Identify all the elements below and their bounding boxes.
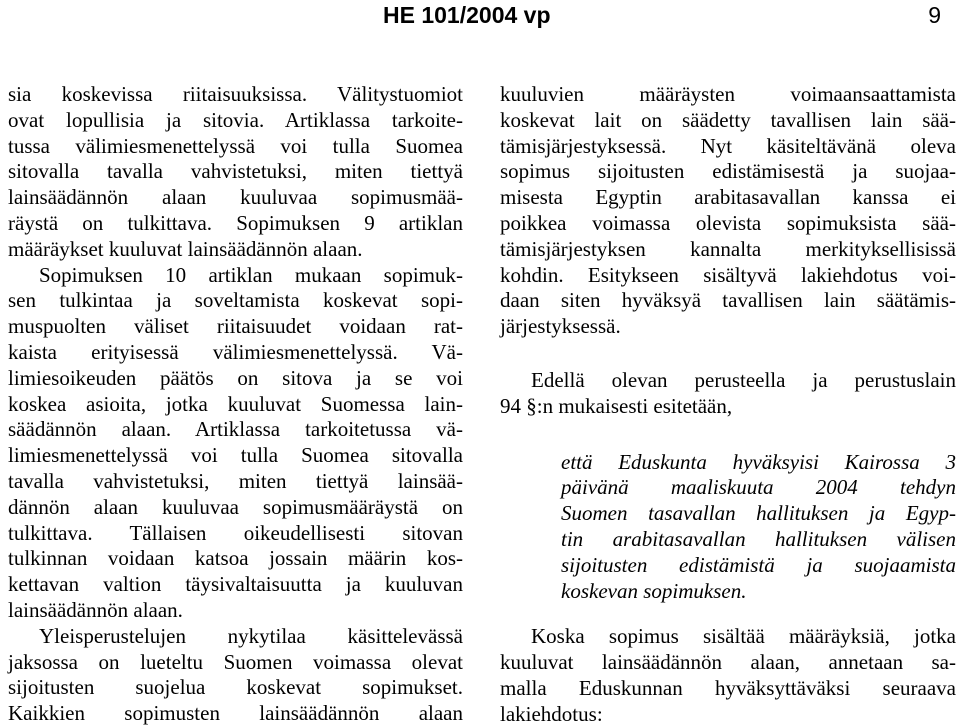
text-line: Sopimuksen 10 artiklan mukaan sopimuk- <box>39 262 463 287</box>
text-line: sen tulkintaa ja soveltamista koskevat sopi- <box>8 288 463 313</box>
text-line: sijoitusten suojelua koskevat sopimukset. <box>8 675 463 700</box>
proposal-block <box>500 450 956 605</box>
text-line: koskevan sopimuksen. <box>561 578 747 603</box>
text-line: Suomen tasavallan hallituksen ja Egyp- <box>561 501 956 526</box>
text-line: jaksossa on lueteltu Suomen voimassa olevat <box>8 649 463 674</box>
text-line: kettavan valtion täysivaltaisuutta ja kuuluvan <box>8 572 463 597</box>
text-line: tavalla vahvistetuksi, miten tiettyä lainsää- <box>8 468 463 493</box>
paragraph-spacer <box>500 420 956 450</box>
text-line: koskea asioita, jotka kuuluvat Suomessa lain- <box>8 391 463 416</box>
paragraph-spacer <box>500 604 956 624</box>
text-line: tämisjärjestyksessä. Nyt käsiteltävänä oleva <box>500 133 956 158</box>
text-line: tussa välimiesmenettelyssä voi tulla Suomea <box>8 133 463 158</box>
text-line: kaista erityisessä välimiesmenettelyssä. Vä- <box>8 339 463 364</box>
text-line: tulkittava. Tällaisen oikeudellisesti sitovan <box>8 520 463 545</box>
text-line: ovat lopullisia ja sitovia. Artiklassa tarkoite- <box>8 107 463 132</box>
paragraph-spacer <box>500 340 956 368</box>
paragraph <box>500 82 956 340</box>
text-line: daan siten hyväksyä tavallisen lain säätämis- <box>500 288 956 313</box>
text-line: sitovalla tavalla vahvistetuksi, miten tiettyä <box>8 159 463 184</box>
page-number: 9 <box>928 2 941 28</box>
page-header <box>0 0 960 40</box>
text-line: lainsäädännön alaan kuuluvaa sopimusmää- <box>8 185 463 210</box>
paragraph <box>8 624 463 727</box>
text-line: dännön alaan kuuluvaa sopimusmääräystä on <box>8 494 463 519</box>
text-line: tämisjärjestyksen kannalta merkityksellisissä <box>500 236 956 261</box>
paragraph <box>500 624 956 727</box>
text-line: järjestyksessä. <box>500 314 621 339</box>
text-line: limiesmenettelyssä voi tulla Suomea sitovalla <box>8 443 463 468</box>
text-line: räystä on tulkittava. Sopimuksen 9 artiklan <box>8 210 463 235</box>
left-column <box>8 82 463 727</box>
text-line: päivänä maaliskuuta 2004 tehdyn <box>561 475 956 500</box>
text-line: Edellä olevan perusteella ja perustuslain <box>531 367 956 392</box>
text-line: säädännön alaan. Artiklassa tarkoitetussa vä- <box>8 417 463 442</box>
text-line: sopimus sijoitusten edistämisestä ja suojaa- <box>500 159 956 184</box>
text-line: poikkea voimassa olevista sopimuksista sää- <box>500 210 956 235</box>
text-line: tulkinnan voidaan katsoa jossain määrin kos- <box>8 546 463 571</box>
paragraph <box>500 368 956 420</box>
text-line: malla Eduskunnan hyväksyttäväksi seuraava <box>500 675 956 700</box>
text-line: sia koskevissa riitaisuuksissa. Välitystuomiot <box>8 82 463 106</box>
text-line: 94 §:n mukaisesti esitetään, <box>500 393 733 418</box>
document-title: HE 101/2004 vp <box>383 2 551 28</box>
text-line: lainsäädännön alaan. <box>8 597 183 622</box>
text-line: lakiehdotus: <box>500 701 603 726</box>
text-line: sijoitusten edistämistä ja suojaamista <box>561 552 956 577</box>
text-line: Koska sopimus sisältää määräyksiä, jotka <box>531 624 956 649</box>
text-line: limiesoikeuden päätös on sitova ja se voi <box>8 365 463 390</box>
text-line: tin arabitasavallan hallituksen välisen <box>561 526 956 551</box>
text-line: muspuolten väliset riitaisuudet voidaan rat- <box>8 314 463 339</box>
text-line: kohdin. Esitykseen sisältyvä lakiehdotus voi- <box>500 262 956 287</box>
paragraph <box>8 82 463 624</box>
text-line: määräykset kuuluvat lainsäädännön alaan. <box>8 236 363 261</box>
text-line: kuuluvien määräysten voimaansaattamista <box>500 82 956 106</box>
text-line: että Eduskunta hyväksyisi Kairossa 3 <box>561 449 956 474</box>
text-line: kuuluvat lainsäädännön alaan, annetaan sa- <box>500 650 956 675</box>
right-column <box>500 82 956 728</box>
text-line: Yleisperustelujen nykytilaa käsittelevässä <box>39 623 463 648</box>
text-line: Kaikkien sopimusten lainsäädännön alaan <box>8 701 463 726</box>
text-line: misesta Egyptin arabitasavallan kanssa ei <box>500 185 956 210</box>
text-line: koskevat lait on säädetty tavallisen lain sää- <box>500 107 956 132</box>
